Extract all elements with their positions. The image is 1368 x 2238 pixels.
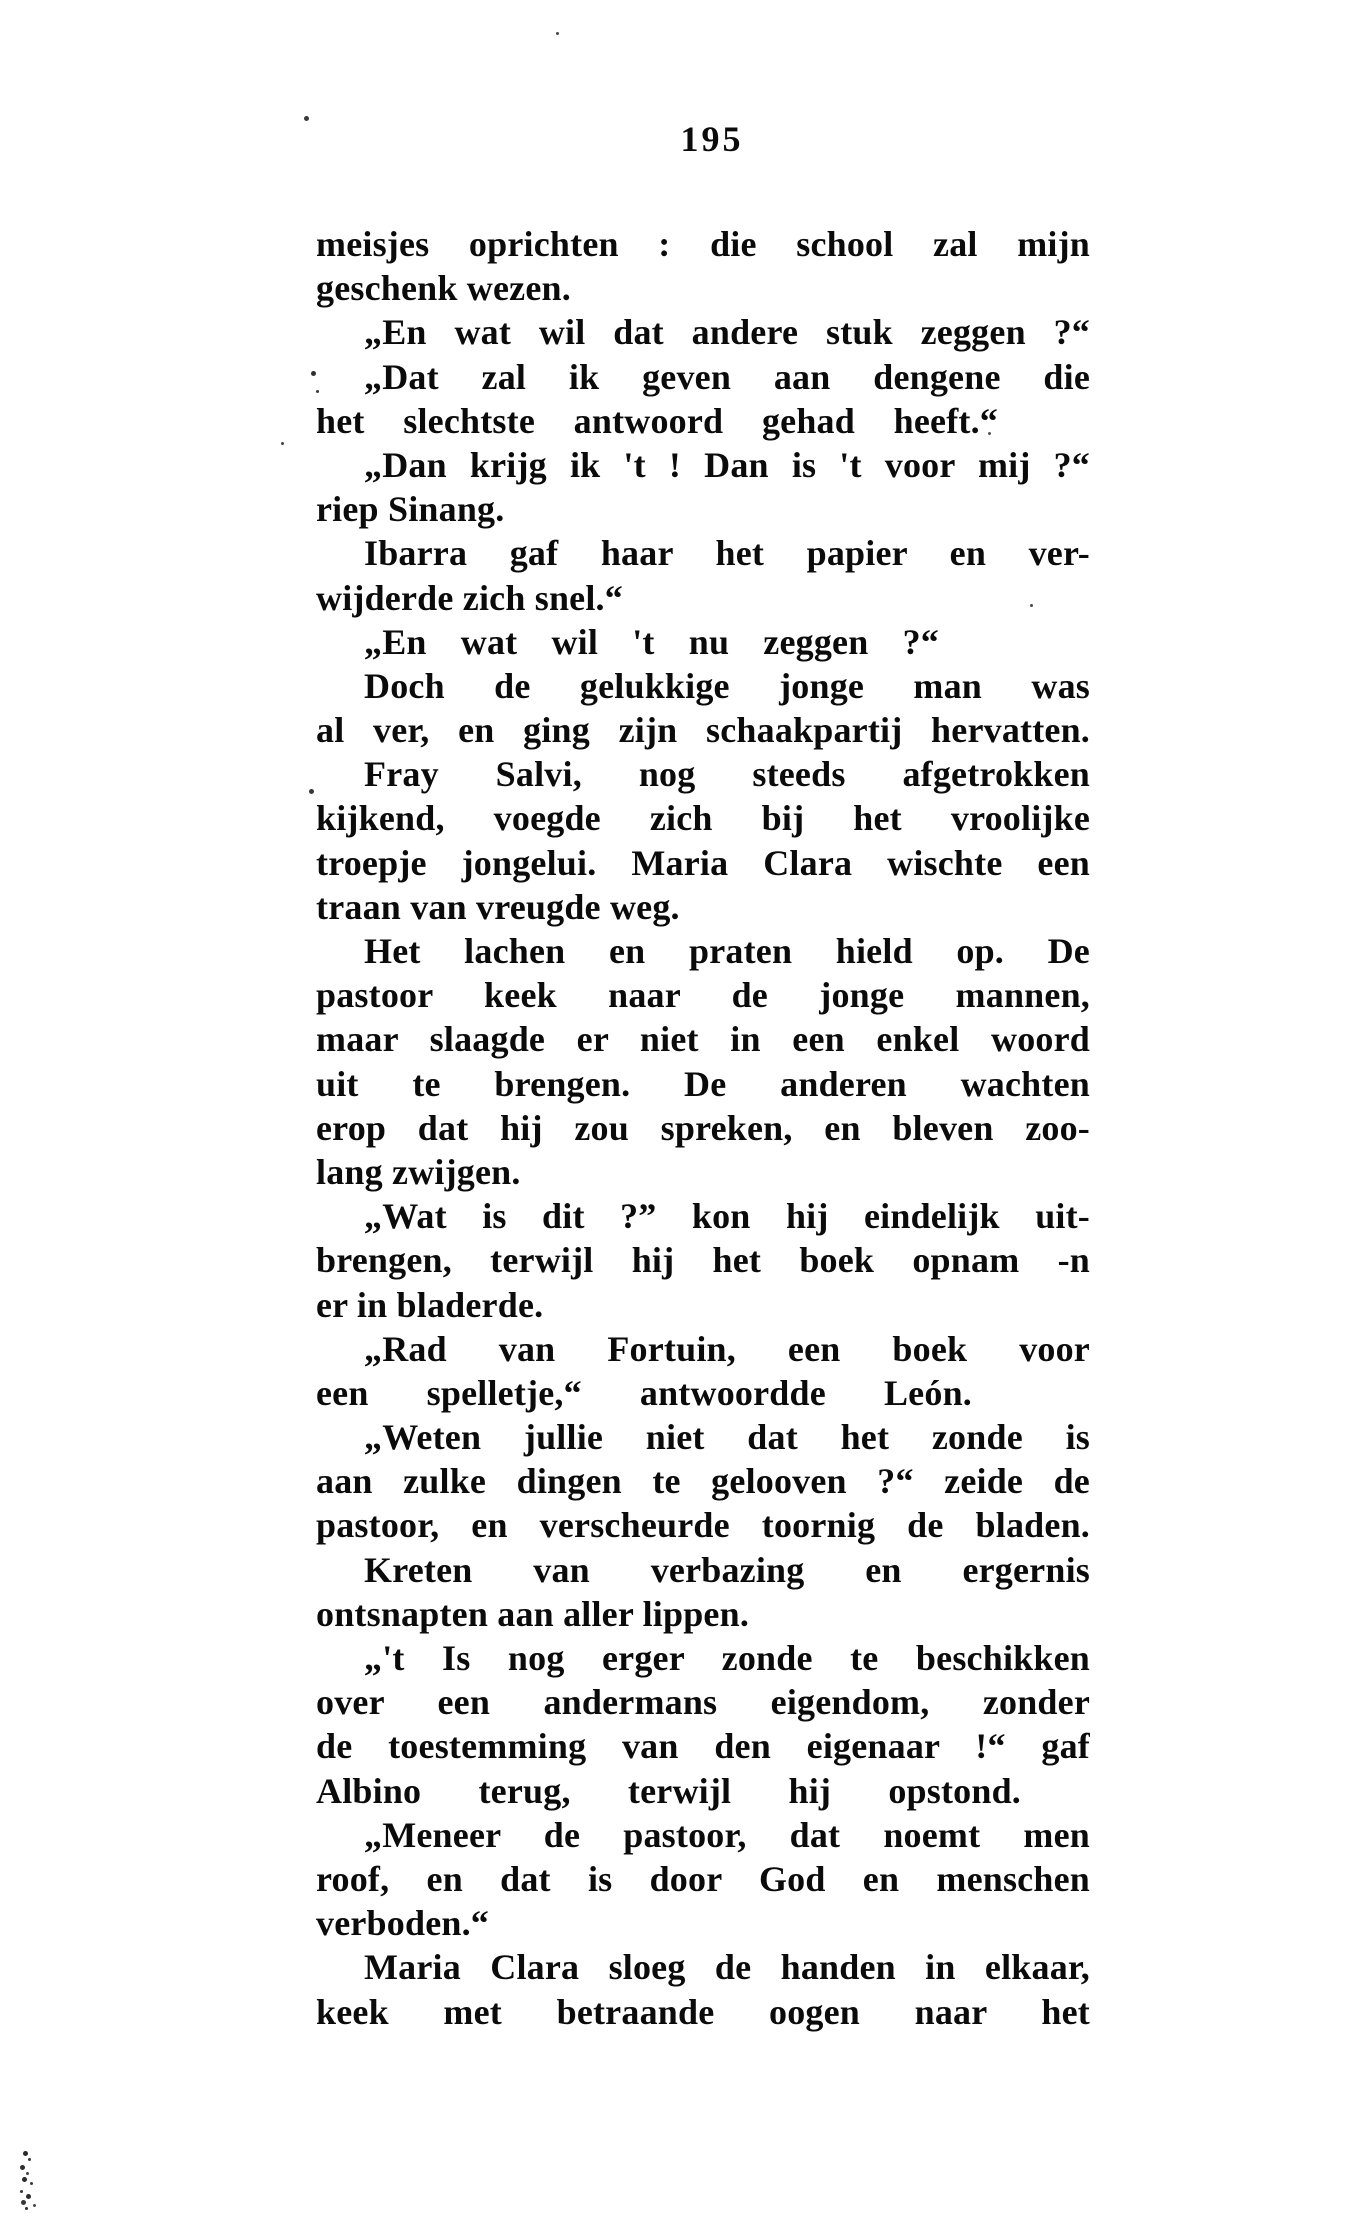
text-line: lang zwijgen. — [316, 1151, 521, 1192]
text-line: Ibarra gaf haar het papier en ver- — [364, 533, 1090, 574]
text-line: het slechtste antwoord gehad heeft.“ — [316, 400, 998, 441]
text-line: „Wat is dit ?” kon hij eindelijk uit- — [364, 1196, 1090, 1237]
text-line: roof, en dat is door God en menschen — [316, 1858, 1090, 1899]
page-number: 195 — [680, 119, 744, 159]
scan-noise-bottom-left-cluster — [0, 0, 3, 3]
text-line: kijkend, voegde zich bij het vroolijke — [316, 798, 1090, 839]
text-line: „Meneer de pastoor, dat noemt men — [364, 1814, 1090, 1855]
text-line: Albino terug, terwijl hij opstond. — [316, 1770, 1021, 1811]
text-line: geschenk wezen. — [316, 268, 571, 309]
text-line: Doch de gelukkige jonge man was — [364, 665, 1090, 706]
text-line: „En wat wil 't nu zeggen ?“ — [364, 621, 939, 662]
text-line: pastoor, en verscheurde toornig de bladen. — [316, 1505, 1090, 1546]
text-line: „Dat zal ik geven aan dengene die — [364, 356, 1090, 397]
text-line: „En wat wil dat andere stuk zeggen ?“ — [364, 312, 1090, 353]
text-line: Maria Clara sloeg de handen in elkaar, — [364, 1947, 1090, 1988]
body-text-block — [316, 222, 1090, 2034]
text-line: erop dat hij zou spreken, en bleven zoo- — [316, 1107, 1090, 1148]
text-line: keek met betraande oogen naar het — [316, 1991, 1090, 2032]
text-line: „Dan krijg ik 't ! Dan is 't voor mij ?“ — [364, 444, 1090, 485]
text-line: meisjes oprichten : die school zal mijn — [316, 224, 1090, 264]
text-line: al ver, en ging zijn schaakpartij hervatten. — [316, 710, 1090, 751]
text-line: „'t Is nog erger zonde te beschikken — [364, 1638, 1090, 1678]
text-line: Het lachen en praten hield op. De — [364, 931, 1090, 971]
text-line: verboden.“ — [316, 1903, 489, 1944]
text-line: uit te brengen. De anderen wachten — [316, 1063, 1090, 1104]
text-line: over een andermans eigendom, zonder — [316, 1682, 1090, 1723]
text-line: wijderde zich snel.“ — [316, 577, 623, 618]
text-line: „Weten jullie niet dat het zonde is — [364, 1417, 1090, 1458]
text-line: aan zulke dingen te gelooven ?“ zeide de — [316, 1461, 1090, 1502]
text-line: een spelletje,“ antwoordde León. — [316, 1372, 972, 1413]
text-line: troepje jongelui. Maria Clara wischte een — [316, 842, 1090, 883]
text-line: riep Sinang. — [316, 489, 505, 530]
text-line: er in bladerde. — [316, 1284, 544, 1325]
text-line: Kreten van verbazing en ergernis — [364, 1549, 1090, 1590]
text-line: maar slaagde er niet in een enkel woord — [316, 1019, 1090, 1060]
text-line: brengen, terwijl hij het boek opnam -n — [316, 1240, 1090, 1281]
text-line: Fray Salvi, nog steeds afgetrokken — [364, 754, 1090, 795]
text-line: de toestemming van den eigenaar !“ gaf — [316, 1726, 1090, 1767]
text-line: pastoor keek naar de jonge mannen, — [316, 975, 1090, 1016]
text-line: „Rad van Fortuin, een boek voor — [364, 1328, 1090, 1369]
text-line: traan van vreugde weg. — [316, 886, 680, 927]
text-line: ontsnapten aan aller lippen. — [316, 1593, 750, 1634]
